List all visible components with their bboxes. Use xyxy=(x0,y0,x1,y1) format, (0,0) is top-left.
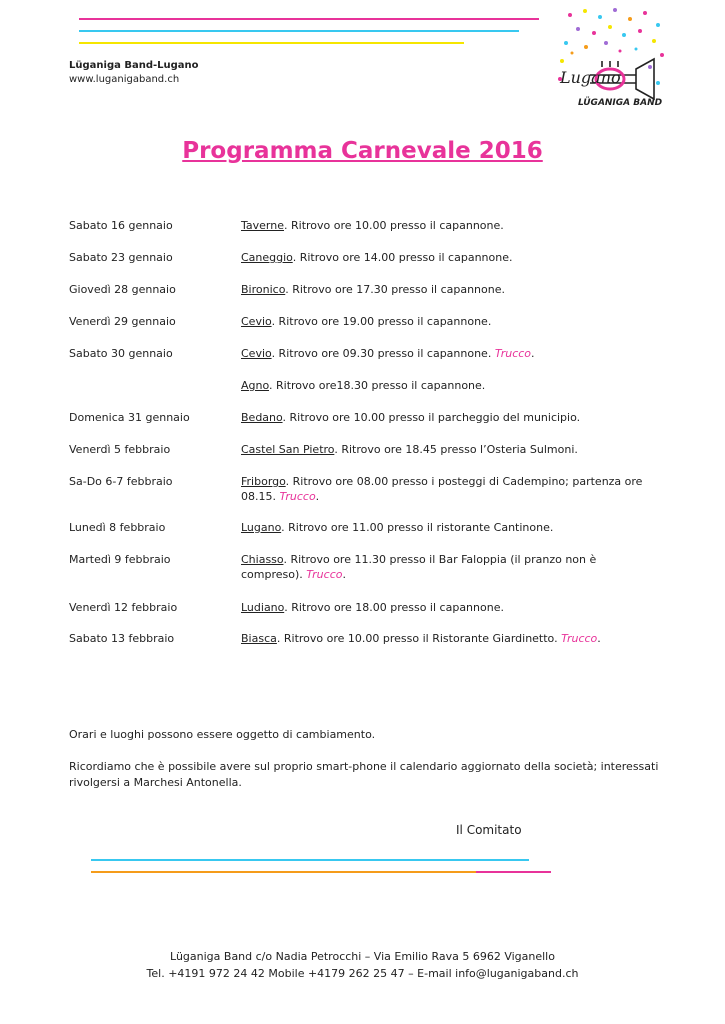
schedule-location: Lugano xyxy=(241,521,282,534)
band-logo xyxy=(550,5,670,130)
schedule-description xyxy=(241,346,651,361)
schedule-location: Cevio xyxy=(241,315,272,328)
schedule-location: Biasca xyxy=(241,632,277,645)
footer-contacts: Tel. +4191 972 24 42 Mobile +4179 262 25 47 – E-mail info@luganigaband.ch xyxy=(146,967,579,980)
schedule-location: Agno xyxy=(241,379,270,392)
logo-script-text: Lugano xyxy=(560,68,621,87)
schedule-description xyxy=(241,378,651,393)
footer-line-orange xyxy=(91,871,476,873)
schedule-description xyxy=(241,631,651,646)
schedule-location: Ludiano xyxy=(241,601,285,614)
schedule-location: Bedano xyxy=(241,411,283,424)
schedule-date: Sabato 23 gennaio xyxy=(69,251,173,264)
schedule-text: . Ritrovo ore 10.00 presso il Ristorante Giardinetto. xyxy=(276,632,562,645)
schedule-end-punct: . xyxy=(597,632,601,645)
schedule-text: . Ritrovo ore 14.00 presso il capannone. xyxy=(292,251,513,264)
trucco-note: Trucco xyxy=(306,568,343,581)
logo-band-text: LÜGANIGA BAND xyxy=(578,98,663,108)
schedule-description xyxy=(241,218,651,233)
note-calendar: Ricordiamo che è possibile avere sul proprio smart-phone il calendario aggiornato della società; interessati rivolgersi a Marchesi Antonella. xyxy=(69,760,659,789)
schedule-description xyxy=(241,520,651,535)
header-line-yellow xyxy=(79,42,464,44)
schedule-text: . Ritrovo ore 11.00 presso il ristorante Cantinone. xyxy=(281,521,554,534)
footer-line-pink xyxy=(476,871,551,873)
schedule-date: Lunedì 8 febbraio xyxy=(69,521,166,534)
signature: Il Comitato xyxy=(456,823,522,837)
schedule-date: Sabato 30 gennaio xyxy=(69,347,173,360)
page-title: Programma Carnevale 2016 xyxy=(182,138,543,164)
schedule-location: Bironico xyxy=(241,283,286,296)
schedule-location: Friborgo xyxy=(241,475,286,488)
schedule-text: . Ritrovo ore 19.00 presso il capannone. xyxy=(271,315,492,328)
schedule-date: Venerdì 29 gennaio xyxy=(69,315,176,328)
schedule-end-punct: . xyxy=(342,568,346,581)
note-changes: Orari e luoghi possono essere oggetto di cambiamento. xyxy=(69,728,376,741)
schedule-description xyxy=(241,474,651,504)
schedule-description xyxy=(241,282,651,297)
schedule-text: . Ritrovo ore 18.00 presso il capannone. xyxy=(284,601,504,614)
header-org-name: Lüganiga Band-Lugano xyxy=(69,60,199,71)
header-website: www.luganigaband.ch xyxy=(69,74,180,85)
schedule-text: . Ritrovo ore 10.00 presso il parcheggio del municipio. xyxy=(282,411,581,424)
schedule-location: Caneggio xyxy=(241,251,293,264)
schedule-date: Venerdì 5 febbraio xyxy=(69,443,171,456)
trucco-note: Trucco xyxy=(561,632,598,645)
schedule-date: Venerdì 12 febbraio xyxy=(69,601,178,614)
schedule-text: . Ritrovo ore 18.45 presso l’Osteria Sulmoni. xyxy=(334,443,578,456)
schedule-date: Sa-Do 6-7 febbraio xyxy=(69,475,173,488)
schedule-text: . Ritrovo ore 10.00 presso il capannone. xyxy=(284,219,504,232)
footer-address: Lüganiga Band c/o Nadia Petrocchi – Via Emilio Rava 5 6962 Viganello xyxy=(170,950,555,963)
schedule-date: Sabato 16 gennaio xyxy=(69,219,173,232)
schedule-description xyxy=(241,410,651,425)
schedule-text: . Ritrovo ore 08.00 presso i posteggi di Cadempino; partenza ore 08.15. xyxy=(241,475,643,503)
schedule-text: . Ritrovo ore 11.30 presso il Bar Faloppia (il pranzo non è compreso). xyxy=(241,553,597,581)
schedule-date: Domenica 31 gennaio xyxy=(69,411,190,424)
schedule-date: Martedì 9 febbraio xyxy=(69,553,171,566)
schedule-description xyxy=(241,442,651,457)
trucco-note: Trucco xyxy=(279,490,316,503)
header-line-pink xyxy=(79,18,539,20)
schedule-location: Castel San Pietro xyxy=(241,443,335,456)
schedule-description xyxy=(241,314,651,329)
schedule-text: . Ritrovo ore 17.30 presso il capannone. xyxy=(285,283,505,296)
schedule-description xyxy=(241,552,651,582)
schedule-text: . Ritrovo ore18.30 presso il capannone. xyxy=(269,379,486,392)
schedule-end-punct: . xyxy=(315,490,320,503)
footer-line-cyan xyxy=(91,859,529,861)
schedule-date: Giovedì 28 gennaio xyxy=(69,283,176,296)
schedule-end-punct: . xyxy=(531,347,535,360)
schedule-text: . Ritrovo ore 09.30 presso il capannone. xyxy=(271,347,495,360)
schedule-location: Cevio xyxy=(241,347,272,360)
schedule-description xyxy=(241,250,651,265)
schedule-location: Chiasso xyxy=(241,553,284,566)
schedule-location: Taverne xyxy=(241,219,284,232)
trucco-note: Trucco xyxy=(494,347,532,360)
header-line-cyan xyxy=(79,30,519,32)
schedule-date: Sabato 13 febbraio xyxy=(69,632,175,645)
schedule-description xyxy=(241,600,651,615)
